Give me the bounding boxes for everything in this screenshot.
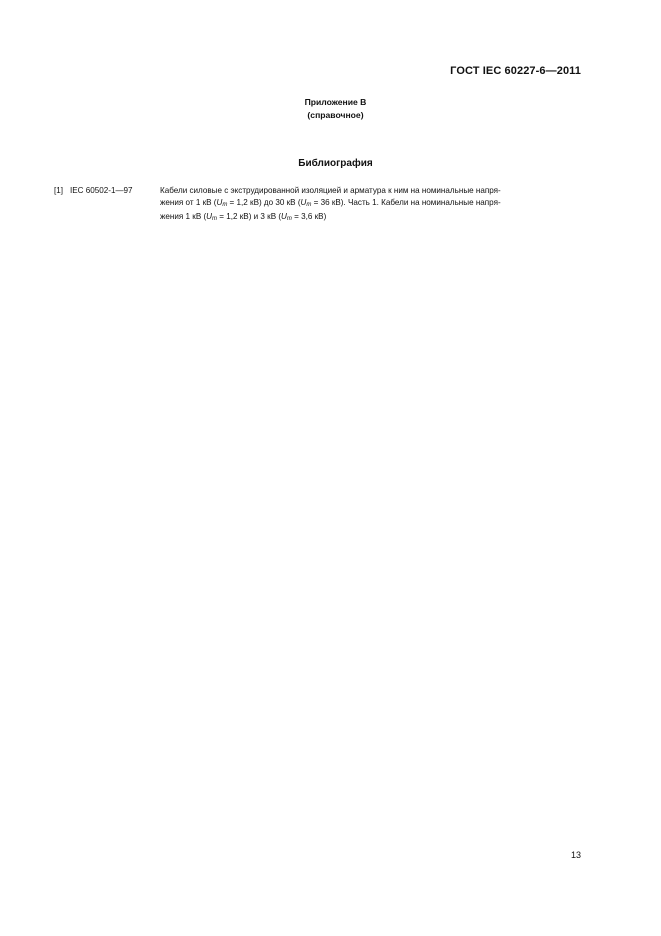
entry-line-1: Кабели силовые с экструдированной изоляцией и арматура к ним на номинальные напря- <box>160 186 501 195</box>
entry-line-2: жения от 1 кВ ($U_m = 1,2$ кВ) до 30 кВ ($U_m = 36$ кВ). Часть 1. Кабели на номинальные напря- <box>160 197 501 208</box>
appendix-title: Приложение В <box>304 97 367 107</box>
bibliography-title: Библиография <box>298 158 373 169</box>
entry-description <box>160 185 581 226</box>
document-code: ГОСТ IEC 60227-6—2011 <box>450 65 581 77</box>
entry-number: [1] <box>54 186 63 195</box>
entry-line-3: жения 1 кВ ($U_m = 1,2$ кВ) и 3 кВ ($U_m = 3,6$ кВ) <box>160 212 327 222</box>
page-number: 13 <box>570 850 581 860</box>
entry-reference: IEC 60502-1—97 <box>70 186 133 195</box>
appendix-status: (справочное) <box>307 110 364 120</box>
appendix-heading <box>0 96 661 122</box>
